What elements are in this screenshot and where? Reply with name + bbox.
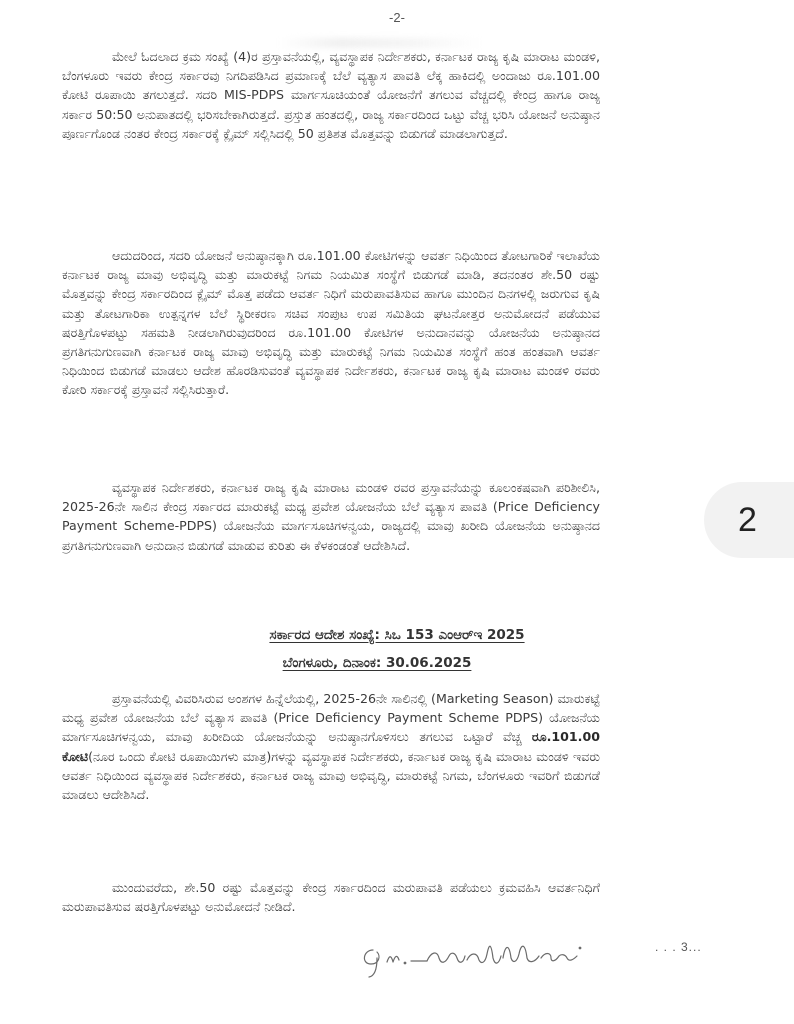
- paragraph-text: ಆದುದರಿಂದ, ಸದರಿ ಯೋಜನೆ ಅನುಷ್ಠಾನಕ್ಕಾಗಿ ರೂ.101.00 ಕೋಟಿಗಳನ್ನು ಆವರ್ತ ನಿಧಿಯಿಂದ ತೋಟಗಾರಿಕೆ ಇಲಾಖೆಯ ಕರ್ನಾಟಕ ರಾಜ್ಯ ಮಾವು ಅಭಿವೃದ್ಧಿ ಮತ್ತು ಮಾರುಕಟ್ಟೆ ನಿಗಮ ನಿಯಮಿತ ಸಂಸ್ಥೆಗೆ ಬಿಡುಗಡೆ ಮಾಡಿ, ತದನಂತರ ಶೇ.50 ರಷ್ಟು ಮೊತ್ತವನ್ನು ಕೇಂದ್ರ ಸರ್ಕಾರದಿಂದ ಕ್ಲೈಮ್ ಮೊತ್ತ ಪಡೆದು ಆವರ್ತ ನಿಧಿಗೆ ಮರುಪಾವತಿಸುವ ಹಾಗೂ ಮುಂದಿನ ದಿನಗಳಲ್ಲಿ ಜರುಗುವ ಕೃಷಿ ಮತ್ತು ತೋಟಗಾರಿಕಾ ಉತ್ಪನ್ನಗಳ ಬೆಲೆ ಸ್ಥಿರೀಕರಣ ಸಚಿವ ಸಂಪುಟ ಉಪ ಸಮಿತಿಯ ಘಟನೋತ್ತರ ಅನುಮೋದನೆ ಪಡೆಯುವ ಷರತ್ತಿಗೊಳಪಟ್ಟು ಸಹಮತಿ ನೀಡಲಾಗಿರುವುದರಿಂದ ರೂ.101.00 ಕೋಟಿಗಳ ಅನುದಾನವನ್ನು ಯೋಜನೆಯ ಅನುಷ್ಠಾನದ ಪ್ರಗತಿಗನುಗುಣವಾಗಿ ಕರ್ನಾಟಕ ರಾಜ್ಯ ಮಾವು ಅಭಿವೃದ್ಧಿ ಮತ್ತು ಮಾರುಕಟ್ಟೆ ನಿಗಮ ನಿಯಮಿತ ಸಂಸ್ಥೆಗೆ ಹಂತ ಹಂತವಾಗಿ ಆವರ್ತ ನಿಧಿಯಿಂದ ಬಿಡುಗಡೆ ಮಾಡಲು ಆದೇಶ ಹೊರಡಿಸುವಂತೆ ವ್ಯವಸ್ಥಾಪಕ ನಿರ್ದೇಶಕರು, ಕರ್ನಾಟಕ ರಾಜ್ಯ ಕೃಷಿ ಮಾರಾಟ ಮಂಡಳಿ ರವರು ಕೋರಿ ಸರ್ಕಾರಕ್ಕೆ ಪ್ರಸ್ತಾವನೆ ಸಲ್ಲಿಸಿರುತ್ತಾರೆ.: [62, 248, 600, 398]
- order-amount: ರೂ.101.00 ಕೋಟಿ: [62, 729, 600, 764]
- page-indicator-pill: 2: [704, 482, 794, 558]
- government-order-heading: [0, 621, 794, 677]
- paragraph-text: [62, 689, 600, 804]
- order-text-part1: ಪ್ರಸ್ತಾವನೆಯಲ್ಲಿ ವಿವರಿಸಿರುವ ಅಂಶಗಳ ಹಿನ್ನೆಲೆಯಲ್ಲಿ, 2025-26ನೇ ಸಾಲಿನಲ್ಲಿ (Marketing Season) ಮಾರುಕಟ್ಟೆ ಮಧ್ಯ ಪ್ರವೇಶ ಯೋಜನೆಯ ಬೆಲೆ ವ್ಯತ್ಯಾಸ ಪಾವತಿ (Price Deficiency Payment Scheme PDPS) ಯೋಜನೆಯ ಮಾರ್ಗಸೂಚಿಗಳನ್ವಯ, ಮಾವು ಖರೀದಿಯ ಯೋಜನೆಯನ್ನು ಅನುಷ್ಠಾನಗೊಳಿಸಲು ತಗಲುವ ಒಟ್ಟಾರೆ ವೆಚ್ಚ: [62, 691, 600, 745]
- handwritten-signature: [355, 928, 635, 978]
- order-number: ಸರ್ಕಾರದ ಆದೇಶ ಸಂಖ್ಯೆ: ಸಿಒ 153 ಎಂಆರ್‌ಇ 2025: [269, 627, 525, 643]
- paragraph-text: ಮುಂದುವರೆದು, ಶೇ.50 ರಷ್ಟು ಮೊತ್ತವನ್ನು ಕೇಂದ್ರ ಸರ್ಕಾರದಿಂದ ಮರುಪಾವತಿ ಪಡೆಯಲು ಕ್ರಮವಹಿಸಿ ಆವರ್ತನಿಧಿಗೆ ಮರುಪಾವತಿಸುವ ಷರತ್ತಿಗೊಳಪಟ್ಟು ಅನುಮೋದನೆ ನೀಡಿದೆ.: [62, 880, 600, 915]
- order-text-part2: (ನೂರ ಒಂದು ಕೋಟಿ ರೂಪಾಯಿಗಳು ಮಾತ್ರ)ಗಳನ್ನು ವ್ಯವಸ್ಥಾಪಕ ನಿರ್ದೇಶಕರು, ಕರ್ನಾಟಕ ರಾಜ್ಯ ಕೃಷಿ ಮಾರಾಟ ಮಂಡಳಿ ಇವರು ಆವರ್ತ ನಿಧಿಯಿಂದ ವ್ಯವಸ್ಥಾಪಕ ನಿರ್ದೇಶಕರು, ಕರ್ನಾಟಕ ರಾಜ್ಯ ಮಾವು ಅಭಿವೃದ್ಧಿ, ಮಾರುಕಟ್ಟೆ ನಿಗಮ, ಬೆಂಗಳೂರು ಇವರಿಗೆ ಬಿಡುಗಡೆ ಮಾಡಲು ಆದೇಶಿಸಿದೆ.: [62, 748, 600, 803]
- paragraph-proposal-summary: [62, 47, 600, 143]
- paragraph-order: [62, 689, 600, 804]
- paragraph-text: ವ್ಯವಸ್ಥಾಪಕ ನಿರ್ದೇಶಕರು, ಕರ್ನಾಟಕ ರಾಜ್ಯ ಕೃಷಿ ಮಾರಾಟ ಮಂಡಳಿ ರವರ ಪ್ರಸ್ತಾವನೆಯನ್ನು ಕೂಲಂಕಷವಾಗಿ ಪರಿಶೀಲಿಸಿ, 2025-26ನೇ ಸಾಲಿನ ಕೇಂದ್ರ ಸರ್ಕಾರದ ಮಾರುಕಟ್ಟೆ ಮಧ್ಯ ಪ್ರವೇಶ ಯೋಜನೆಯ ಬೆಲೆ ವ್ಯತ್ಯಾಸ ಪಾವತಿ (Price Deficiency Payment Scheme-PDPS) ಯೋಜನೆಯ ಮಾರ್ಗಸೂಚಿಗಳನ್ವಯ, ರಾಜ್ಯದಲ್ಲಿ ಮಾವು ಖರೀದಿ ಯೋಜನೆಯ ಅನುಷ್ಠಾನದ ಪ್ರಗತಿಗನುಗುಣವಾಗಿ ಅನುದಾನ ಬಿಡುಗಡೆ ಮಾಡುವ ಕುರಿತು ಈ ಕೆಳಕಂಡಂತೆ ಆದೇಶಿಸಿದೆ.: [62, 480, 600, 553]
- page-number: -2-: [389, 10, 405, 25]
- paragraph-examination: [62, 478, 600, 555]
- paragraph-further-approval: [62, 878, 600, 916]
- order-place-date: ಬೆಂಗಳೂರು, ದಿನಾಂಕ: 30.06.2025: [282, 655, 472, 671]
- paragraph-fund-release-request: [62, 246, 600, 400]
- signature-icon: [355, 928, 635, 978]
- continued-marker: . . . 3...: [655, 940, 702, 954]
- paragraph-text: ಮೇಲೆ ಓದಲಾದ ಕ್ರಮ ಸಂಖ್ಯೆ (4)ರ ಪ್ರಸ್ತಾವನೆಯಲ್ಲಿ, ವ್ಯವಸ್ಥಾಪಕ ನಿರ್ದೇಶಕರು, ಕರ್ನಾಟಕ ರಾಜ್ಯ ಕೃಷಿ ಮಾರಾಟ ಮಂಡಳಿ, ಬೆಂಗಳೂರು ಇವರು ಕೇಂದ್ರ ಸರ್ಕಾರವು ನಿಗದಿಪಡಿಸಿದ ಪ್ರಮಾಣಕ್ಕೆ ಬೆಲೆ ವ್ಯತ್ಯಾಸ ಪಾವತಿ ಲೆಕ್ಕ ಹಾಕಿದಲ್ಲಿ ಅಂದಾಜು ರೂ.101.00 ಕೋಟಿ ರೂಪಾಯಿ ತಗಲುತ್ತದೆ. ಸದರಿ MIS-PDPS ಮಾರ್ಗಸೂಚಿಯಂತೆ ಯೋಜನೆಗೆ ತಗಲುವ ವೆಚ್ಚದಲ್ಲಿ ಕೇಂದ್ರ ಹಾಗೂ ರಾಜ್ಯ ಸರ್ಕಾರ 50:50 ಅನುಪಾತದಲ್ಲಿ ಭರಿಸಬೇಕಾಗಿರುತ್ತದೆ. ಪ್ರಸ್ತುತ ಹಂತದಲ್ಲಿ, ರಾಜ್ಯ ಸರ್ಕಾರದಿಂದ ಒಟ್ಟು ವೆಚ್ಚ ಭರಿಸಿ ಯೋಜನೆ ಅನುಷ್ಠಾನ ಪೂರ್ಣಗೊಂಡ ನಂತರ ಕೇಂದ್ರ ಸರ್ಕಾರಕ್ಕೆ ಕ್ಲೈಮ್ ಸಲ್ಲಿಸಿದಲ್ಲಿ 50 ಪ್ರತಿಶತ ಮೊತ್ತವನ್ನು ಬಿಡುಗಡೆ ಮಾಡಲಾಗುತ್ತದೆ.: [62, 49, 600, 141]
